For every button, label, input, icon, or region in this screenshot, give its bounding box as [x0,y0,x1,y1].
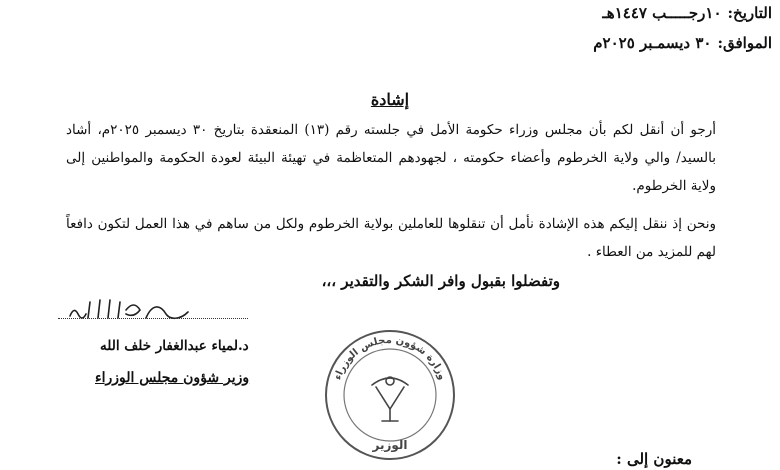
corresponding-date-line [593,34,772,52]
subject-text: إشادة [370,90,410,109]
svg-text:وزارة شؤون مجلس الوزراء [332,335,447,382]
closing-line: وتفضلوا بقبول وافر الشكر والتقدير ،،، [321,272,560,290]
seal-top-text: وزارة شؤون مجلس الوزراء [332,334,448,382]
seal-bottom-text: الوزير [372,438,408,452]
signature-line [58,318,248,319]
official-seal-icon [320,325,460,465]
handwritten-signature [60,288,200,328]
date-value: ١٠رجـــــب ١٤٤٧هـ [602,4,722,22]
corresponding-label: الموافق: [717,34,772,52]
corresponding-value: ٣٠ ديسمـبر ٢٠٢٥م [593,34,712,52]
date-line [602,4,772,22]
subject-title [0,90,780,109]
signer-title: وزير شؤون مجلس الوزراء [95,370,250,386]
signer-name: د.لمياء عبدالغفار خلف الله [100,338,249,354]
date-label: التاريخ: [727,4,772,22]
addressed-to-label: معنون إلى : [616,450,692,468]
paragraph-2: ونحن إذ ننقل إليكم هذه الإشادة نأمل أن تنقلوها للعاملين بولاية الخرطوم ولكل من ساهم في هذا العمل لتكون دافعاً لهم للمزيد من العطاء . [66,216,716,260]
paragraph-1: أرجو أن أنقل لكم بأن مجلس وزراء حكومة الأمل في جلسته رقم (١٣) المنعقدة بتاريخ ٣٠ ديسمبر ٢٠٢٥م، أشاد بالسيد/ والي ولاية الخرطوم وأعضاء حكومته ، لجهودهم المتعاظمة في تهيئة البيئة لعودة الحكومة والمواطنين إلى ولاية الخرطوم. [66,122,716,194]
